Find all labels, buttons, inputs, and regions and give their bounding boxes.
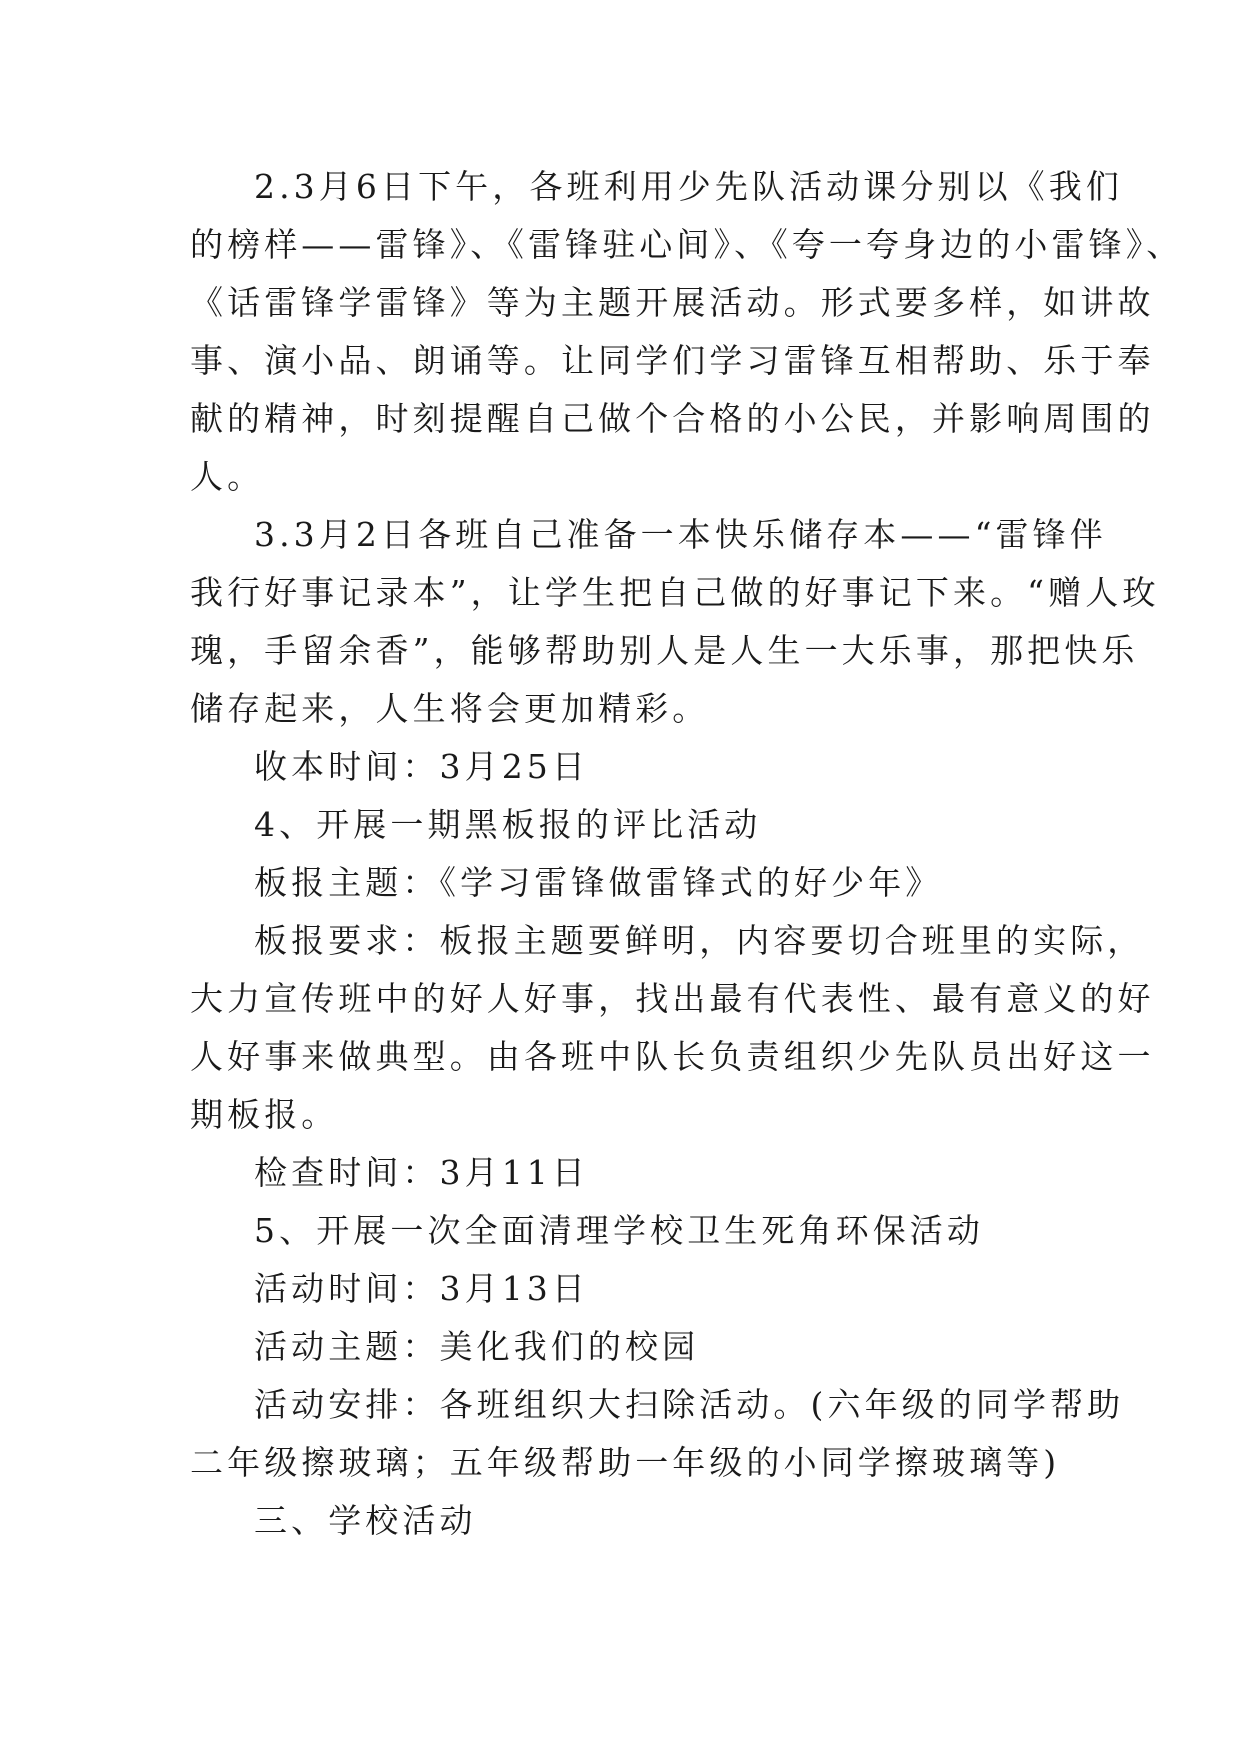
text-line: 我行好事记录本”，让学生把自己做的好事记下来。“赠人玫 bbox=[190, 573, 1160, 612]
text-line: 活动时间：3月13日 bbox=[254, 1269, 589, 1308]
text-line: 板报主题：《学习雷锋做雷锋式的好少年》 bbox=[254, 863, 943, 902]
text-line: 期板报。 bbox=[190, 1095, 339, 1134]
text-line: 人。 bbox=[190, 457, 265, 496]
text-line: 板报要求：板报主题要鲜明，内容要切合班里的实际， bbox=[254, 921, 1145, 960]
text-line: 2.3月6日下午，各班利用少先队活动课分别以《我们 bbox=[254, 167, 1123, 206]
section-heading: 4、开展一期黑板报的评比活动 bbox=[254, 805, 762, 844]
text-line: 《话雷锋学雷锋》等为主题开展活动。形式要多样，如讲故 bbox=[190, 283, 1155, 322]
text-line: 检查时间：3月11日 bbox=[254, 1153, 589, 1192]
text-line: 活动安排：各班组织大扫除活动。(六年级的同学帮助 bbox=[254, 1385, 1125, 1424]
text-line: 二年级擦玻璃；五年级帮助一年级的小同学擦玻璃等) bbox=[190, 1443, 1061, 1482]
text-line: 大力宣传班中的好人好事，找出最有代表性、最有意义的好 bbox=[190, 979, 1155, 1018]
text-line: 活动主题：美化我们的校园 bbox=[254, 1327, 700, 1366]
section-heading: 5、开展一次全面清理学校卫生死角环保活动 bbox=[254, 1211, 984, 1250]
text-line: 瑰，手留余香”，能够帮助别人是人生一大乐事，那把快乐 bbox=[190, 631, 1139, 670]
text-line: 储存起来，人生将会更加精彩。 bbox=[190, 689, 710, 728]
section-heading: 三、学校活动 bbox=[254, 1501, 477, 1540]
text-line: 的榜样——雷锋》、《雷锋驻心间》、《夸一夸身边的小雷锋》、 bbox=[190, 225, 1184, 264]
text-line: 3.3月2日各班自己准备一本快乐储存本——“雷锋伴 bbox=[254, 515, 1107, 554]
text-line: 事、演小品、朗诵等。让同学们学习雷锋互相帮助、乐于奉 bbox=[190, 341, 1155, 380]
text-line: 人好事来做典型。由各班中队长负责组织少先队员出好这一 bbox=[190, 1037, 1155, 1076]
text-line: 献的精神，时刻提醒自己做个合格的小公民，并影响周围的 bbox=[190, 399, 1155, 438]
text-line: 收本时间：3月25日 bbox=[254, 747, 589, 786]
